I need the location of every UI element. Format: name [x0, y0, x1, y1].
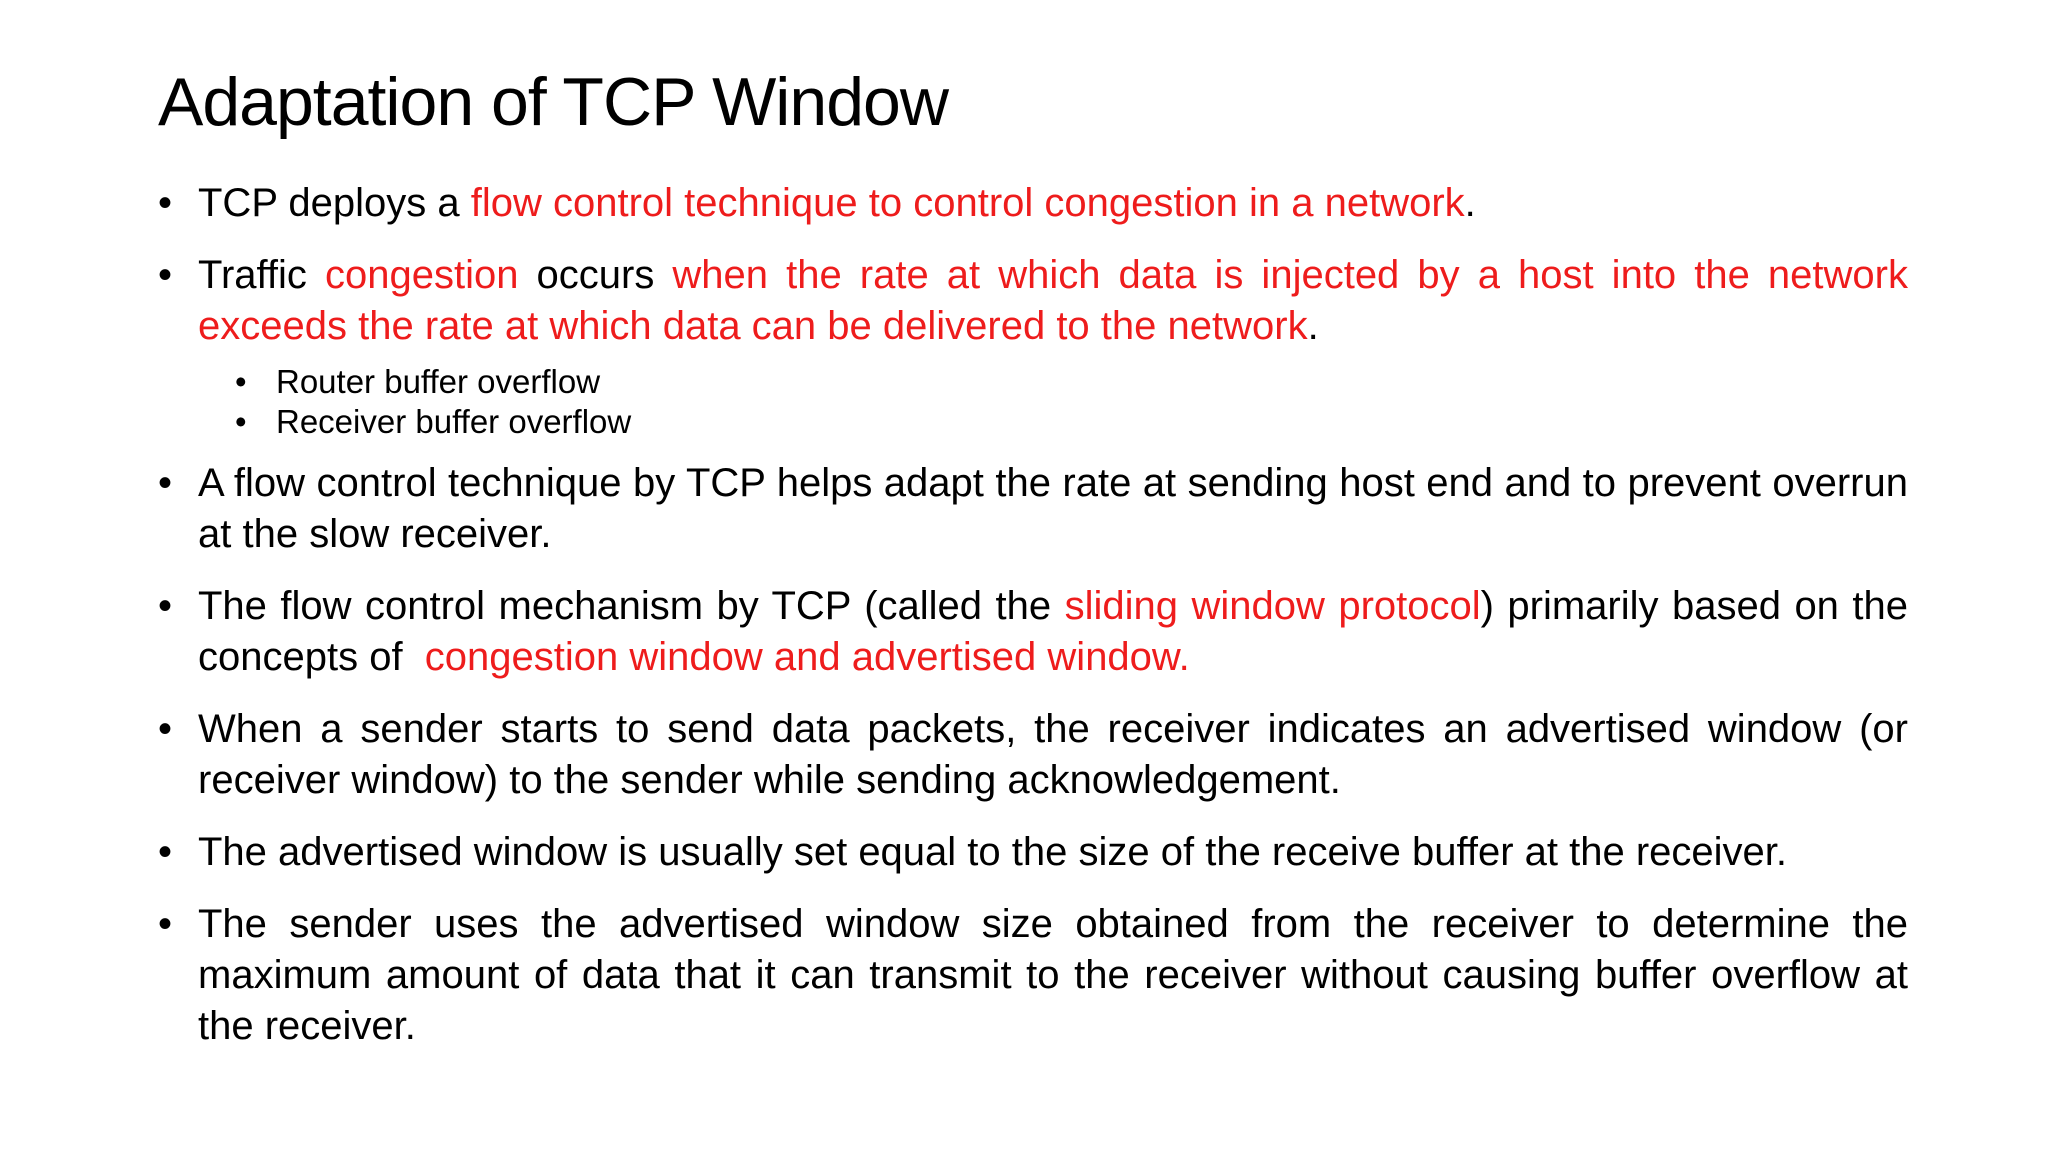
highlight-text: flow control technique to control congestion in a network: [470, 181, 1465, 225]
bullet-text: ) primarily based on the concepts of: [198, 584, 1920, 679]
bullet-text: .: [1307, 304, 1319, 348]
bullet-text: The advertised window is usually set equal to the size of the receive buffer at the receiver.: [198, 830, 1788, 874]
bullet-icon: •: [158, 253, 173, 297]
highlight-text: congestion window and advertised window: [424, 635, 1179, 679]
slide-body: [158, 178, 1920, 1073]
sub-bullet-item-router: [158, 361, 1908, 403]
sub-bullet-item-receiver: [158, 401, 1908, 443]
bullet-text: occurs: [518, 253, 673, 297]
bullet-icon: •: [158, 830, 173, 874]
bullet-item-sender-window: [158, 899, 1908, 1052]
bullet-icon: •: [158, 461, 173, 505]
bullet-text: TCP deploys a: [198, 181, 471, 225]
bullet-item-advertised-window: [158, 704, 1908, 806]
bullet-icon: •: [235, 403, 247, 440]
bullet-icon: •: [158, 181, 173, 225]
slide-title: Adaptation of TCP Window: [158, 64, 948, 140]
bullet-item-congestion: [158, 250, 1908, 352]
bullet-icon: •: [235, 363, 247, 400]
bullet-text: The sender uses the advertised window size obtained from the receiver to determine the maximum amount of data that it can transmit to the receiver without causing buffer overflow at the receiver.: [198, 902, 1908, 1048]
bullet-item-flow-control: [158, 178, 1908, 229]
bullet-icon: •: [158, 584, 173, 628]
bullet-text: .: [1464, 181, 1476, 225]
bullet-item-adapt-rate: [158, 458, 1908, 560]
bullet-text: When a sender starts to send data packets, the receiver indicates an advertised window (or receiver window) to the sender while sending acknowledgement.: [198, 707, 1908, 802]
bullet-text: The flow control mechanism by TCP (called the: [198, 584, 1065, 628]
bullet-item-sliding-window: [158, 581, 1920, 683]
bullet-item-receive-buffer: [158, 827, 1908, 878]
sub-bullet-text: Router buffer overflow: [276, 363, 601, 400]
bullet-icon: •: [158, 707, 173, 751]
highlight-text: sliding window protocol: [1064, 584, 1481, 628]
bullet-text: .: [1178, 635, 1190, 679]
bullet-icon: •: [158, 902, 173, 946]
highlight-text: congestion: [324, 253, 519, 297]
bullet-text: A flow control technique by TCP helps adapt the rate at sending host end and to prevent overrun at the slow receiver.: [198, 461, 1908, 556]
bullet-text: Traffic: [198, 253, 325, 297]
highlight-text: when the rate at which data is injected by a host into the network exceeds the rate at which data can be delivered to the network: [198, 253, 1908, 348]
sub-bullet-text: Receiver buffer overflow: [276, 403, 632, 440]
